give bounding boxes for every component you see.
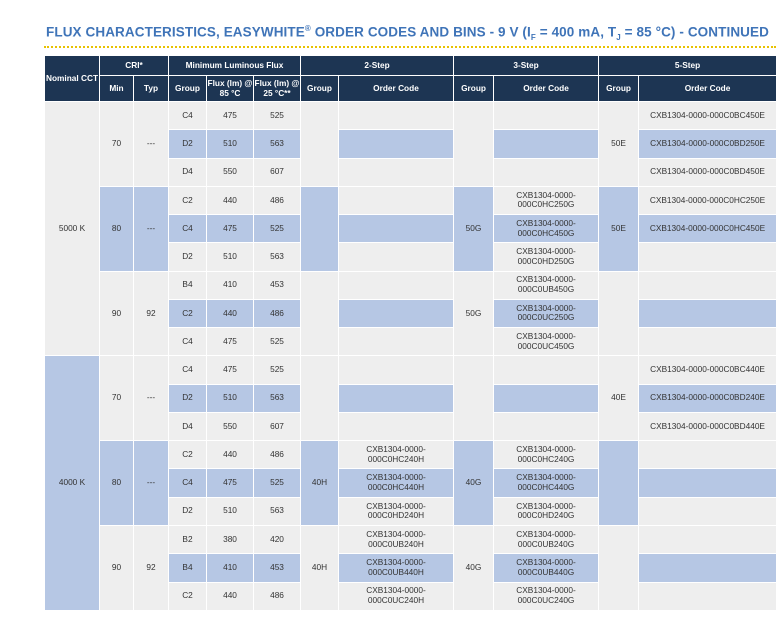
title-end: = 85 °C) - CONTINUED xyxy=(620,24,769,40)
flux-25c-cell: 525 xyxy=(254,469,301,497)
flux-85c-cell: 410 xyxy=(207,554,254,582)
step3-order-code-cell xyxy=(494,130,599,158)
step3-group-cell: 50G xyxy=(454,271,494,356)
flux-group-cell: C4 xyxy=(169,215,207,243)
flux-25c-cell: 607 xyxy=(254,158,301,186)
flux-85c-cell: 550 xyxy=(207,412,254,440)
nominal-cct-cell: 4000 K xyxy=(45,356,100,611)
flux-25c-cell: 525 xyxy=(254,356,301,384)
flux-group-cell: C4 xyxy=(169,356,207,384)
table-row xyxy=(45,186,777,214)
flux-85c-cell: 475 xyxy=(207,328,254,356)
step2-order-code-cell xyxy=(339,186,454,214)
header-5-step: 5-Step xyxy=(599,56,777,76)
header-5-step-group: Group xyxy=(599,76,639,102)
step5-order-code-cell: CXB1304-0000-000C0HC250E xyxy=(639,186,777,214)
cri-min-cell: 80 xyxy=(100,441,134,526)
step3-order-code-cell xyxy=(494,384,599,412)
step2-order-code-cell xyxy=(339,102,454,130)
step3-order-code-cell: CXB1304-0000-000C0HC240G xyxy=(494,441,599,469)
flux-group-cell: C4 xyxy=(169,328,207,356)
step2-order-code-cell xyxy=(339,384,454,412)
step2-order-code-cell: CXB1304-0000-000C0UB240H xyxy=(339,525,454,553)
flux-25c-cell: 486 xyxy=(254,441,301,469)
flux-group-cell: C2 xyxy=(169,186,207,214)
flux-25c-cell: 563 xyxy=(254,130,301,158)
flux-25c-cell: 420 xyxy=(254,525,301,553)
step5-order-code-cell xyxy=(639,582,777,610)
step2-order-code-cell: CXB1304-0000-000C0UC240H xyxy=(339,582,454,610)
title-underline xyxy=(44,46,776,48)
step5-order-code-cell xyxy=(639,554,777,582)
flux-group-cell: C2 xyxy=(169,299,207,327)
step5-order-code-cell xyxy=(639,243,777,271)
step3-order-code-cell xyxy=(494,158,599,186)
step3-order-code-cell: CXB1304-0000-000C0HC450G xyxy=(494,215,599,243)
header-flux-group: Group xyxy=(169,76,207,102)
step5-order-code-cell: CXB1304-0000-000C0BC450E xyxy=(639,102,777,130)
flux-group-cell: D4 xyxy=(169,412,207,440)
header-cri: CRI* xyxy=(100,56,169,76)
step2-order-code-cell xyxy=(339,158,454,186)
header-flux-25c: Flux (lm) @ 25 °C** xyxy=(254,76,301,102)
header-2-step-order-code: Order Code xyxy=(339,76,454,102)
flux-table xyxy=(44,55,777,611)
flux-25c-cell: 525 xyxy=(254,328,301,356)
flux-85c-cell: 380 xyxy=(207,525,254,553)
flux-25c-cell: 525 xyxy=(254,102,301,130)
flux-group-cell: B4 xyxy=(169,271,207,299)
header-cri-min: Min xyxy=(100,76,134,102)
step2-order-code-cell xyxy=(339,215,454,243)
step2-group-cell xyxy=(301,356,339,441)
flux-25c-cell: 486 xyxy=(254,186,301,214)
flux-group-cell: B4 xyxy=(169,554,207,582)
flux-85c-cell: 440 xyxy=(207,582,254,610)
step3-order-code-cell xyxy=(494,412,599,440)
header-min-luminous-flux: Minimum Luminous Flux xyxy=(169,56,301,76)
step2-group-cell: 40H xyxy=(301,525,339,610)
header-3-step: 3-Step xyxy=(454,56,599,76)
step5-order-code-cell: CXB1304-0000-000C0BD440E xyxy=(639,412,777,440)
step3-order-code-cell: CXB1304-0000-000C0UB240G xyxy=(494,525,599,553)
step2-order-code-cell: CXB1304-0000-000C0HD240H xyxy=(339,497,454,525)
step5-order-code-cell: CXB1304-0000-000C0BD450E xyxy=(639,158,777,186)
flux-85c-cell: 440 xyxy=(207,186,254,214)
flux-85c-cell: 475 xyxy=(207,356,254,384)
table-row xyxy=(45,102,777,130)
step3-group-cell xyxy=(454,102,494,187)
cri-typ-cell: --- xyxy=(134,102,169,187)
step2-group-cell xyxy=(301,271,339,356)
flux-25c-cell: 563 xyxy=(254,243,301,271)
step3-order-code-cell: CXB1304-0000-000C0HD250G xyxy=(494,243,599,271)
header-5-step-order-code: Order Code xyxy=(639,76,777,102)
cri-min-cell: 80 xyxy=(100,186,134,271)
step5-order-code-cell: CXB1304-0000-000C0BD250E xyxy=(639,130,777,158)
flux-25c-cell: 607 xyxy=(254,412,301,440)
flux-group-cell: D2 xyxy=(169,243,207,271)
step2-order-code-cell: CXB1304-0000-000C0UB440H xyxy=(339,554,454,582)
step2-order-code-cell xyxy=(339,356,454,384)
step3-order-code-cell: CXB1304-0000-000C0HC440G xyxy=(494,469,599,497)
title-registered-mark: ® xyxy=(304,24,311,33)
step3-group-cell xyxy=(454,356,494,441)
step5-order-code-cell xyxy=(639,271,777,299)
header-2-step-group: Group xyxy=(301,76,339,102)
table-row xyxy=(45,525,777,553)
table-body xyxy=(45,102,777,611)
table-row xyxy=(45,271,777,299)
flux-85c-cell: 440 xyxy=(207,299,254,327)
title-mid2: = 400 mA, T xyxy=(535,24,617,40)
step2-group-cell: 40H xyxy=(301,441,339,526)
flux-group-cell: C4 xyxy=(169,469,207,497)
step5-order-code-cell xyxy=(639,441,777,469)
cri-typ-cell: 92 xyxy=(134,525,169,610)
step3-group-cell: 40G xyxy=(454,441,494,526)
flux-group-cell: D4 xyxy=(169,158,207,186)
flux-25c-cell: 525 xyxy=(254,215,301,243)
flux-85c-cell: 475 xyxy=(207,469,254,497)
step2-order-code-cell xyxy=(339,328,454,356)
flux-85c-cell: 510 xyxy=(207,384,254,412)
flux-group-cell: C4 xyxy=(169,102,207,130)
cri-typ-cell: --- xyxy=(134,441,169,526)
step5-order-code-cell: CXB1304-0000-000C0HC450E xyxy=(639,215,777,243)
flux-group-cell: C2 xyxy=(169,582,207,610)
step2-order-code-cell xyxy=(339,412,454,440)
step2-group-cell xyxy=(301,186,339,271)
step3-order-code-cell: CXB1304-0000-000C0UC250G xyxy=(494,299,599,327)
step2-order-code-cell xyxy=(339,243,454,271)
step5-order-code-cell xyxy=(639,525,777,553)
flux-85c-cell: 510 xyxy=(207,243,254,271)
step2-order-code-cell xyxy=(339,299,454,327)
header-3-step-order-code: Order Code xyxy=(494,76,599,102)
header-flux-85c: Flux (lm) @ 85 °C xyxy=(207,76,254,102)
step5-order-code-cell xyxy=(639,469,777,497)
step2-order-code-cell: CXB1304-0000-000C0HC440H xyxy=(339,469,454,497)
step2-group-cell xyxy=(301,102,339,187)
step5-group-cell: 50E xyxy=(599,186,639,271)
step5-order-code-cell xyxy=(639,299,777,327)
title-mid: ORDER CODES AND BINS - 9 V (I xyxy=(310,24,531,40)
flux-25c-cell: 486 xyxy=(254,299,301,327)
step5-order-code-cell xyxy=(639,328,777,356)
step5-group-cell: 40E xyxy=(599,356,639,441)
step5-group-cell xyxy=(599,271,639,356)
flux-85c-cell: 440 xyxy=(207,441,254,469)
flux-85c-cell: 475 xyxy=(207,215,254,243)
flux-85c-cell: 510 xyxy=(207,130,254,158)
flux-group-cell: D2 xyxy=(169,384,207,412)
flux-25c-cell: 453 xyxy=(254,271,301,299)
cri-min-cell: 70 xyxy=(100,356,134,441)
step5-group-cell: 50E xyxy=(599,102,639,187)
flux-25c-cell: 563 xyxy=(254,384,301,412)
step3-group-cell: 40G xyxy=(454,525,494,610)
flux-85c-cell: 550 xyxy=(207,158,254,186)
flux-25c-cell: 486 xyxy=(254,582,301,610)
page-title xyxy=(46,24,776,42)
step5-order-code-cell: CXB1304-0000-000C0BC440E xyxy=(639,356,777,384)
cri-typ-cell: 92 xyxy=(134,271,169,356)
cri-min-cell: 90 xyxy=(100,525,134,610)
step2-order-code-cell xyxy=(339,271,454,299)
flux-25c-cell: 453 xyxy=(254,554,301,582)
cri-typ-cell: --- xyxy=(134,356,169,441)
cri-min-cell: 70 xyxy=(100,102,134,187)
flux-85c-cell: 410 xyxy=(207,271,254,299)
step2-order-code-cell xyxy=(339,130,454,158)
table-row xyxy=(45,441,777,469)
step3-group-cell: 50G xyxy=(454,186,494,271)
step3-order-code-cell: CXB1304-0000-000C0UB440G xyxy=(494,554,599,582)
title-main: FLUX CHARACTERISTICS, EASYWHITE xyxy=(46,24,305,40)
title-junction-subscript: J xyxy=(616,33,621,43)
cri-typ-cell: --- xyxy=(134,186,169,271)
nominal-cct-cell: 5000 K xyxy=(45,102,100,356)
flux-group-cell: D2 xyxy=(169,497,207,525)
step3-order-code-cell xyxy=(494,356,599,384)
step5-group-cell xyxy=(599,441,639,526)
flux-85c-cell: 510 xyxy=(207,497,254,525)
step5-order-code-cell xyxy=(639,497,777,525)
table-row xyxy=(45,356,777,384)
step3-order-code-cell: CXB1304-0000-000C0HD240G xyxy=(494,497,599,525)
header-cri-typ: Typ xyxy=(134,76,169,102)
step3-order-code-cell: CXB1304-0000-000C0HC250G xyxy=(494,186,599,214)
title-current-subscript: F xyxy=(530,33,536,43)
step5-group-cell xyxy=(599,525,639,610)
header-3-step-group: Group xyxy=(454,76,494,102)
step2-order-code-cell: CXB1304-0000-000C0HC240H xyxy=(339,441,454,469)
header-2-step: 2-Step xyxy=(301,56,454,76)
flux-group-cell: B2 xyxy=(169,525,207,553)
header-nominal-cct: Nominal CCT xyxy=(45,56,100,102)
flux-group-cell: C2 xyxy=(169,441,207,469)
step3-order-code-cell xyxy=(494,102,599,130)
step3-order-code-cell: CXB1304-0000-000C0UC450G xyxy=(494,328,599,356)
step5-order-code-cell: CXB1304-0000-000C0BD240E xyxy=(639,384,777,412)
step3-order-code-cell: CXB1304-0000-000C0UC240G xyxy=(494,582,599,610)
step3-order-code-cell: CXB1304-0000-000C0UB450G xyxy=(494,271,599,299)
flux-25c-cell: 563 xyxy=(254,497,301,525)
flux-group-cell: D2 xyxy=(169,130,207,158)
cri-min-cell: 90 xyxy=(100,271,134,356)
flux-85c-cell: 475 xyxy=(207,102,254,130)
